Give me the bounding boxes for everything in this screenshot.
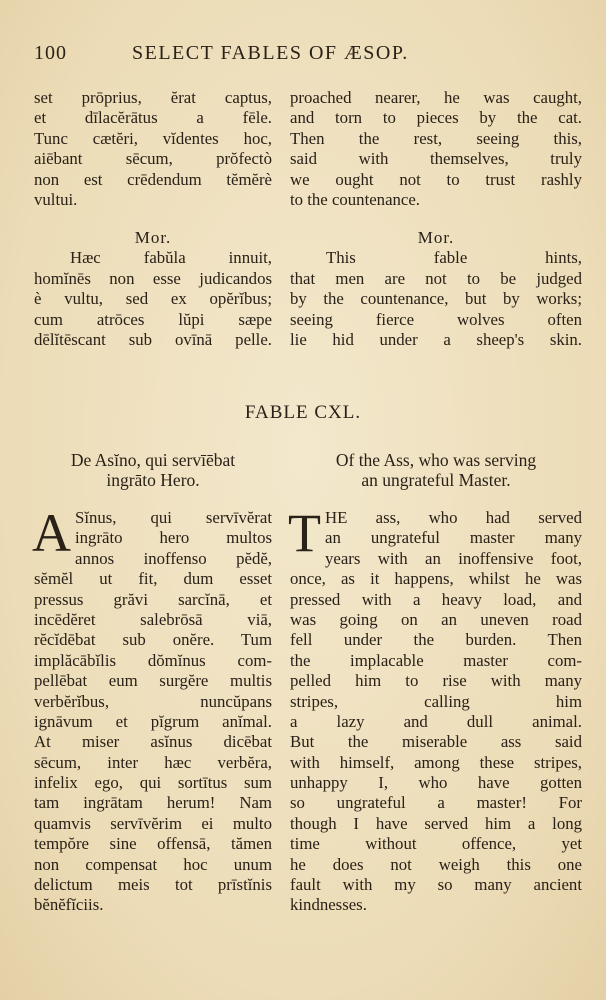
text-line: sēcum, inter hæc verbĕra, [34,752,272,772]
latin-moral [34,228,272,350]
english-moral [290,228,582,350]
text-line: cum atrōces lŭpi sæpe [34,309,272,329]
text-line: et dīlacĕrātus a fēle. [34,108,272,128]
text-line: he does not weigh this one [290,854,582,874]
text-line: fell under the burden. Then [290,630,582,650]
text-line: an ungrateful master many [325,528,582,548]
latin-fable-text [32,503,272,916]
text-line: non compensat hoc unum [34,854,272,874]
text-line: by the countenance, but by works; [290,289,582,309]
text-line: tam ingrātam herum! Nam [34,793,272,813]
text-line: non est crēdendum tĕmĕrè [34,169,272,189]
subtitle-line: De Asĭno, qui servīēbat [70,450,236,470]
text-line: Hæc fabŭla innuit, [70,248,272,268]
subtitle-line: an ungrateful Master. [361,470,511,491]
text-line: a lazy and dull animal. [290,711,582,731]
text-line: This fable hints, [326,248,582,268]
text-line: to the countenance. [290,189,420,209]
text-line: infelix ego, qui sortītus sum [34,773,272,793]
text-line: so ungrateful a master! For [290,793,582,813]
latin-subtitle [34,450,272,491]
text-line: unhappy I, who have gotten [290,773,582,793]
text-line: bĕnĕfĭciis. [34,895,104,915]
english-continuation [290,88,582,210]
text-line: stripes, calling him [290,691,582,711]
text-line: with himself, among these stripes, [290,752,582,772]
text-line: time without offence, yet [290,834,582,854]
text-line: annos inoffenso pĕdĕ, [75,548,272,568]
text-line: ignāvum et pĭgrum anĭmal. [34,711,272,731]
text-line: tempŏre sine offensā, tămen [34,834,272,854]
text-line: once, as it happens, whilst he was [290,569,582,589]
text-line: kindnesses. [290,895,367,915]
text-line: implăcābĭlis dŏmĭnus com- [34,650,272,670]
text-line: pressus grăvi sarcĭnā, et [34,589,272,609]
text-line: the implacable master com- [290,650,582,670]
text-line: Then the rest, seeing this, [290,128,582,148]
text-line: fault with my so many ancient [290,875,582,895]
english-subtitle [290,450,582,491]
text-line: incēdĕret salebrōsā viā, [34,609,272,629]
running-title: SELECT FABLES OF ÆSOP. [132,42,409,64]
moral-heading: Mor. [134,228,172,247]
text-line: seeing fierce wolves often [290,309,582,329]
text-line: we ought not to trust rashly [290,169,582,189]
text-line: pelled him to rise with many [290,671,582,691]
text-line: pressed with a heavy load, and [290,589,582,609]
page-number: 100 [34,42,67,64]
text-line: though I have served him a long [290,813,582,833]
text-line: But the miserable ass said [290,732,582,752]
text-line: proached nearer, he was caught, [290,88,582,107]
text-line: was going on an uneven road [290,609,582,629]
text-line: that men are not to be judged [290,268,582,288]
text-line: delictum meis tot prīstĭnis [34,875,272,895]
drop-cap: A [32,503,71,563]
subtitle-line: ingrāto Hero. [106,470,200,491]
subtitle-line: Of the Ass, who was serving [335,450,537,470]
text-line: ingrāto hero multos [75,528,272,548]
text-line: At miser asĭnus dicēbat [34,732,272,752]
text-line: HE ass, who had served [325,508,582,527]
text-line: dēlĭtēscant sub ovīnā pelle. [34,329,272,349]
text-line: lie hid under a sheep's skin. [290,329,582,349]
fable-title: FABLE CXL. [244,402,362,423]
latin-continuation [34,88,272,210]
english-fable-text [288,503,582,916]
text-line: set prōprius, ĕrat captus, [34,88,272,107]
text-line: Tunc cætĕri, vĭdentes hoc, [34,128,272,148]
text-line: sĕmĕl ut fit, dum esset [34,569,272,589]
text-line: and torn to pieces by the cat. [290,108,582,128]
text-line: aiēbant sēcum, prŏfectò [34,149,272,169]
text-line: homĭnēs non esse judicandos [34,268,272,288]
text-line: years with an inoffensive foot, [325,548,582,568]
text-line: Sĭnus, qui servīvĕrat [75,508,272,527]
text-line: said with themselves, truly [290,149,582,169]
text-line: rĕcĭdēbat sub onĕre. Tum [34,630,272,650]
drop-cap: T [288,503,321,563]
moral-heading: Mor. [417,228,455,247]
text-line: verbĕrĭbus, nuncŭpans [34,691,272,711]
text-line: è vultu, sed ex opĕrĭbus; [34,289,272,309]
text-line: vultui. [34,189,78,209]
text-line: quamvis servīvĕrim ei multo [34,813,272,833]
text-line: pellēbat eum surgĕre multis [34,671,272,691]
